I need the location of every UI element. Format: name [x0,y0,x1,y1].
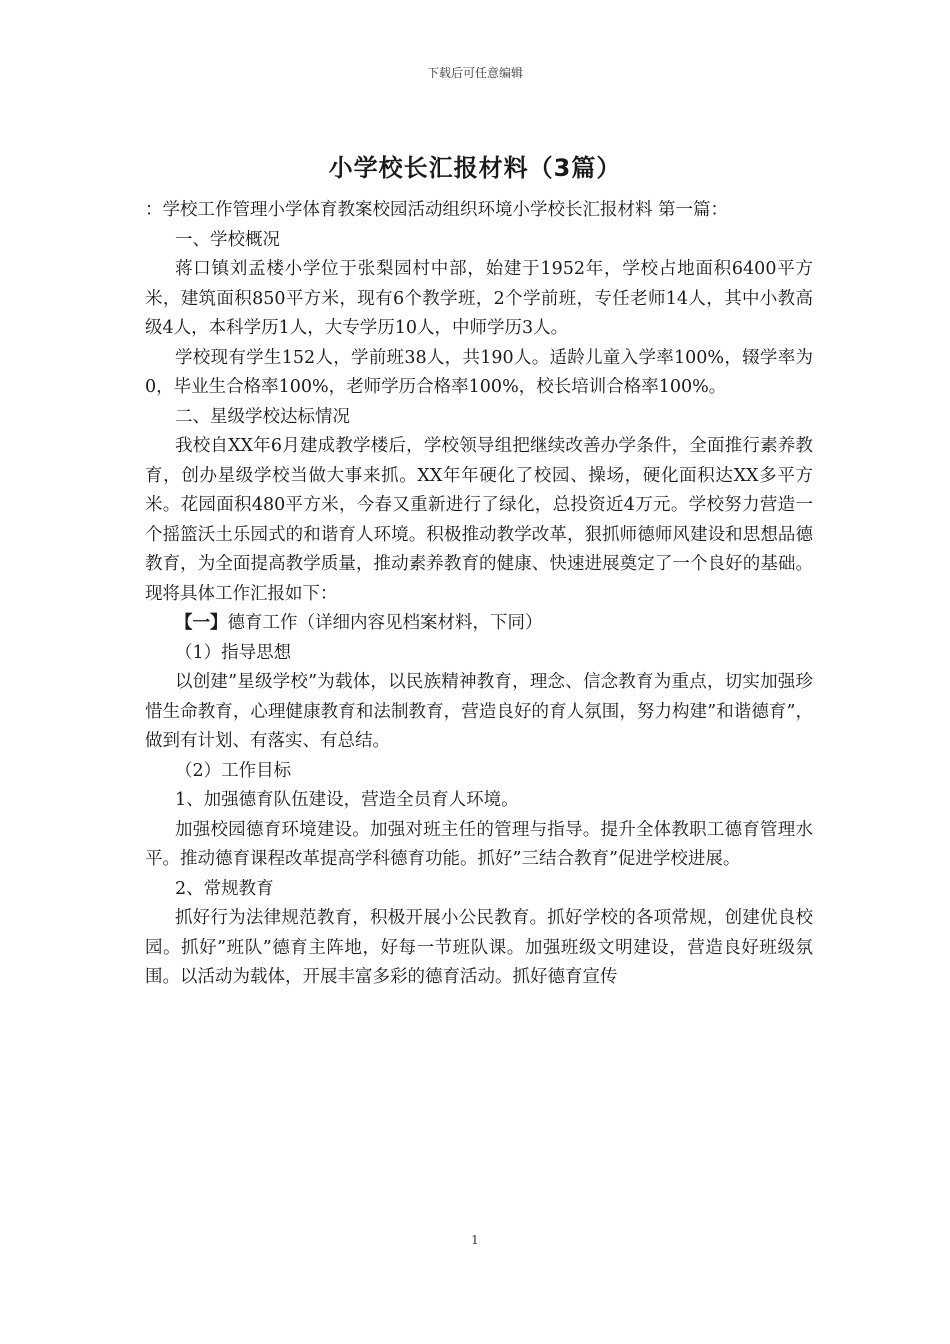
paragraph: 我校自XX年6月建成教学楼后，学校领导组把继续改善办学条件，全面推行素养教育，创办星级学校当做大事来抓。XX年年硬化了校园、操场，硬化面积达XX多平方米。花园面积480平方米，今春又重新进行了绿化，总投资近4万元。学校努力营造一个摇篮沃土乐园式的和谐育人环境。积极推动教学改革，狠抓师德师风建设和思想品德教育，为全面提高教学质量，推动素养教育的健康、快速进展奠定了一个良好的基础。现将具体工作汇报如下： [145,436,813,604]
page-number: 1 [471,1233,479,1247]
subsection-heading: （1）指导思想 [175,642,292,663]
list-item: 2、常规教育 [175,878,274,899]
paragraph: 抓好行为法律规范教育，积极开展小公民教育。抓好学校的各项常规，创建优良校园。抓好”班队”德育主阵地，好每一节班队课。加强班级文明建设，营造良好班级氛围。以活动为载体，开展丰富多彩的德育活动。抓好德育宣传 [145,908,813,987]
section-heading: 一、学校概况 [175,229,280,250]
section-heading: 二、星级学校达标情况 [175,406,350,427]
list-item: 1、加强德育队伍建设，营造全员育人环境。 [175,790,519,810]
document-title: 小学校长汇报材料（3篇） [328,154,622,182]
section-marker: 【一】 [175,613,228,633]
subsection-heading: （2）工作目标 [175,760,292,781]
document-body [145,196,813,993]
intro-line: ：学校工作管理小学体育教案校园活动组织环境小学校长汇报材料 第一篇： [145,200,729,220]
paragraph: 以创建”星级学校”为载体，以民族精神教育，理念、信念教育为重点，切实加强珍惜生命教育，心理健康教育和法制教育，营造良好的育人氛围，努力构建”和谐德育”，做到有计划、有落实、有总结。 [145,672,813,751]
subsection-heading [145,609,813,639]
paragraph: 加强校园德育环境建设。加强对班主任的管理与指导。提升全体教职工德育管理水平。推动德育课程改革提高学科德育功能。抓好”三结合教育”促进学校进展。 [145,819,813,869]
subsection-heading-text: 德育工作（详细内容见档案材料，下同） [227,613,543,633]
header-note: 下载后可任意编辑 [426,66,523,80]
paragraph: 蒋口镇刘孟楼小学位于张梨园村中部，始建于1952年，学校占地面积6400平方米，建筑面积850平方米，现有6个教学班，2个学前班，专任老师14人，其中小教高级4人，本科学历1人，大专学历10人，中师学历3人。 [145,259,813,338]
paragraph: 学校现有学生152人，学前班38人，共190人。适龄儿童入学率100%，辍学率为0，毕业生合格率100%，老师学历合格率100%，校长培训合格率100%。 [145,347,813,397]
